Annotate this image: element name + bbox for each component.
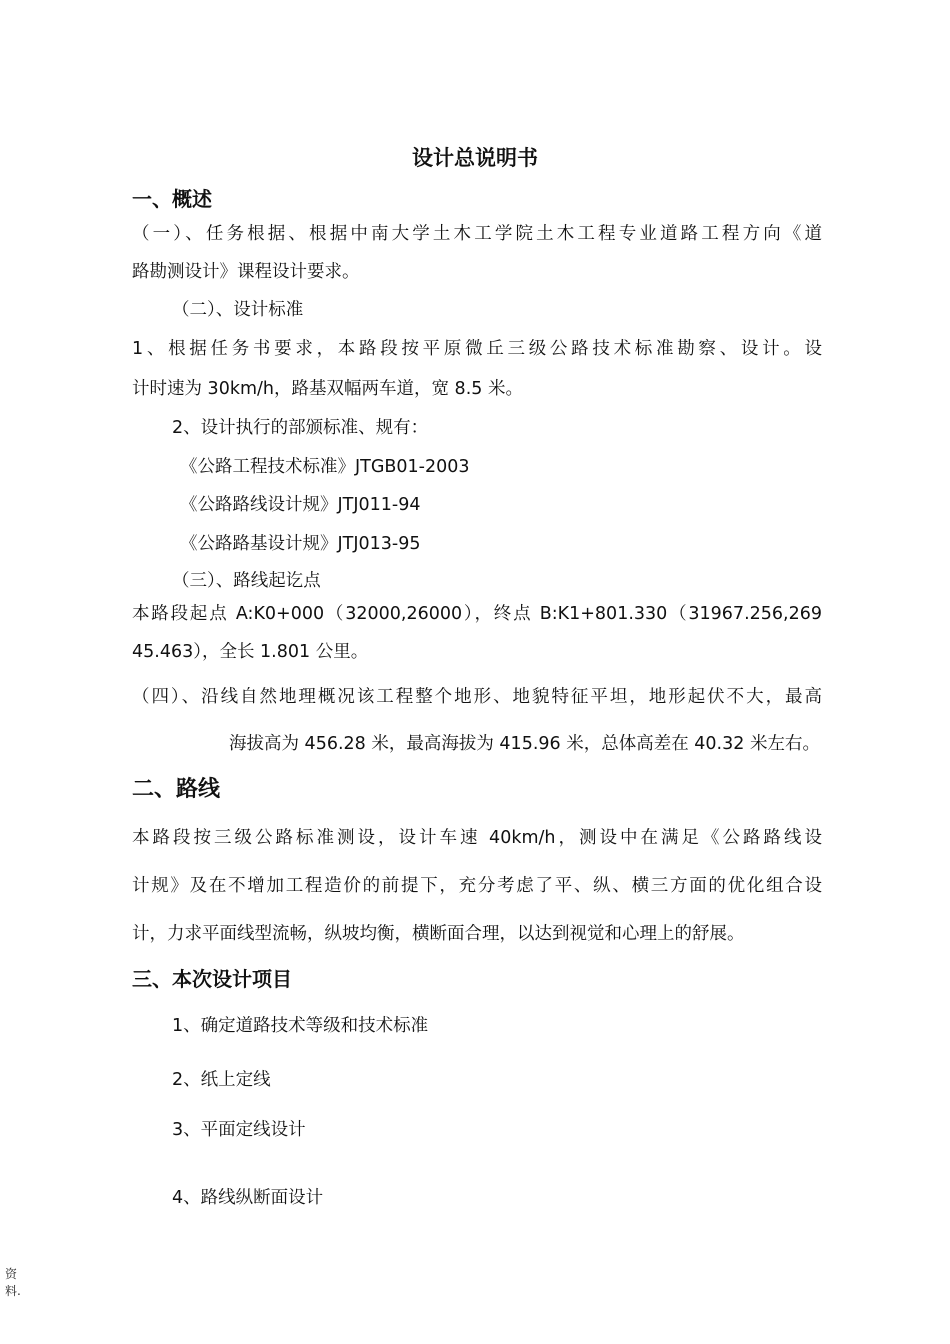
- section-heading-route: 二、路线: [132, 777, 221, 802]
- paragraph-standard-2: 2、设计执行的部颁标准、规有：: [172, 418, 429, 438]
- subheading-route-endpoints: （三）、路线起讫点: [172, 571, 321, 591]
- paragraph-route-line1: 本路段按三级公路标准测设，设计车速 40km/h，测设中在满足《公路路线设: [132, 828, 822, 848]
- section-heading-design-items: 三、本次设计项目: [132, 967, 292, 991]
- paragraph-route-line2: 计规》及在不增加工程造价的前提下，充分考虑了平、纵、横三方面的优化组合设: [132, 876, 822, 896]
- list-item: 4、路线纵断面设计: [172, 1188, 324, 1208]
- list-item: 3、平面定线设计: [172, 1120, 306, 1140]
- section-heading-overview: 一、概述: [132, 187, 212, 211]
- footer-text-line1: 资: [5, 1267, 18, 1281]
- footer-text-line2: 料.: [5, 1284, 21, 1298]
- paragraph-terrain-line2: 海拔高为 456.28 米，最高海拔为 415.96 米，总体高差在 40.32 米左右。: [229, 734, 820, 754]
- paragraph-endpoints-line1: 本路段起点 A:K0+000（32000,26000），终点 B:K1+801.330（31967.256,269: [132, 604, 822, 624]
- standard-item: 《公路路基设计规》JTJ013-95: [180, 534, 421, 554]
- paragraph-terrain-line1: （四）、沿线自然地理概况该工程整个地形、地貌特征平坦，地形起伏不大，最高: [132, 687, 822, 707]
- paragraph-standard-1-line2: 计时速为 30km/h，路基双幅两车道，宽 8.5 米。: [132, 379, 523, 399]
- standard-item: 《公路路线设计规》JTJ011-94: [180, 495, 421, 515]
- paragraph-route-line3: 计，力求平面线型流畅，纵坡均衡，横断面合理，以达到视觉和心理上的舒展。: [132, 924, 745, 944]
- paragraph-task-basis-line1: （一）、任务根据、根据中南大学土木工学院土木工程专业道路工程方向《道: [132, 224, 822, 244]
- paragraph-standard-1-line1: 1、根据任务书要求，本路段按平原微丘三级公路技术标准勘察、设计。设: [132, 339, 822, 359]
- standard-item: 《公路工程技术标准》JTGB01-2003: [180, 457, 470, 477]
- subheading-design-standard: （二）、设计标准: [172, 300, 304, 320]
- paragraph-task-basis-line2: 路勘测设计》课程设计要求。: [132, 262, 360, 282]
- paragraph-endpoints-line2: 45.463），全长 1.801 公里。: [132, 642, 369, 662]
- list-item: 2、纸上定线: [172, 1070, 271, 1090]
- document-title: 设计总说明书: [412, 146, 538, 170]
- list-item: 1、确定道路技术等级和技术标准: [172, 1016, 429, 1036]
